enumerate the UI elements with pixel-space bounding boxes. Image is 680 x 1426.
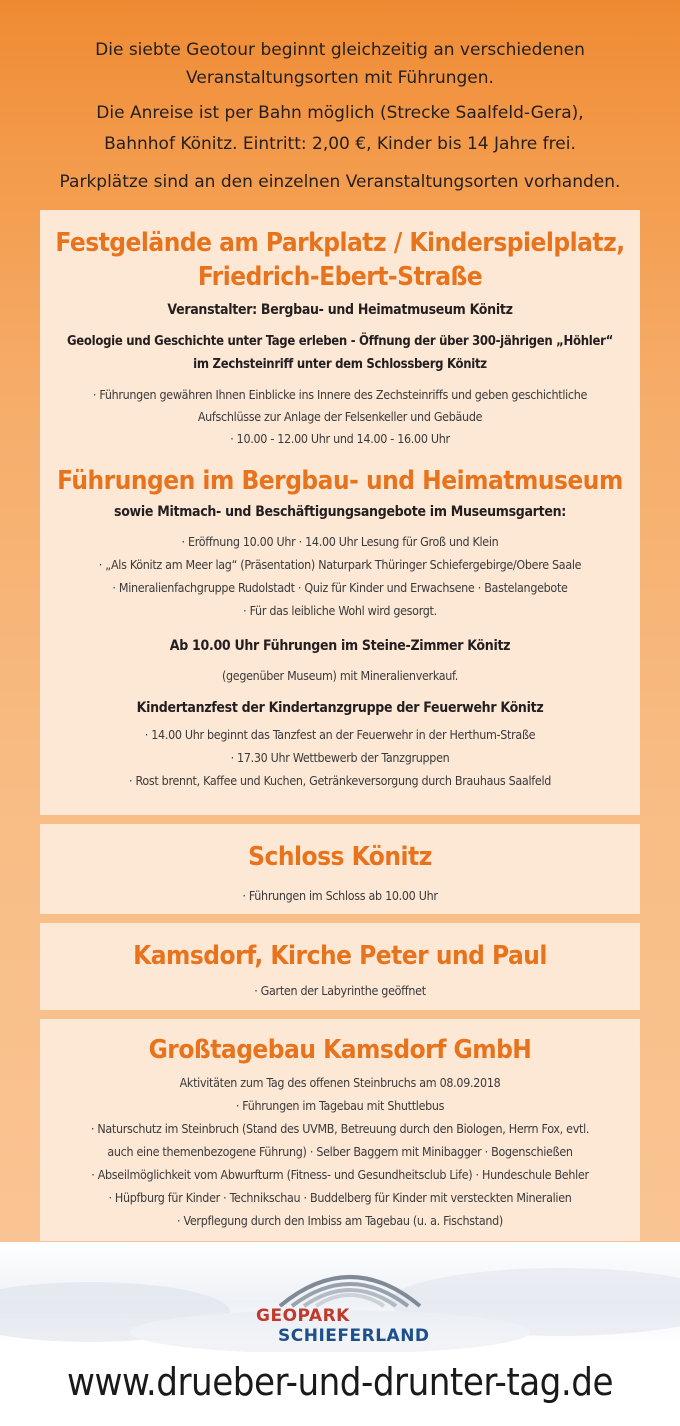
organizer: Veranstalter: Bergbau- und Heimatmuseum Könitz [167,302,513,318]
section-title: Großtagebau Kamsdorf GmbH [148,1035,532,1065]
intro-text [0,36,680,196]
section-title: Festgelände am Parkplatz / Kinderspielplatz, [55,228,625,258]
list-item: · Mineralienfachgruppe Rudolstadt · Quiz für Kinder und Erwachsene · Bastelangebote [112,580,568,595]
event-panel-tagebau [40,1019,640,1241]
list-item: · Abseilmöglichkeit vom Abwurfturm (Fitness- und Gesundheitsclub Life) · Hundeschule Behler [91,1167,589,1182]
list-item: · Verpflegung durch den Imbiss am Tagebau (u. a. Fischstand) [177,1213,503,1228]
intro-line: Die Anreise ist per Bahn möglich (Strecke Saalfeld-Gera), [96,103,584,123]
section-title: Kamsdorf, Kirche Peter und Paul [133,941,547,971]
list-item: · Rost brennt, Kaffee und Kuchen, Getränkeversorgung durch Brauhaus Saalfeld [128,773,552,788]
section-subtitle: Aktivitäten zum Tag des offenen Steinbruchs am 08.09.2018 [179,1075,501,1090]
list-item: · 17.30 Uhr Wettbewerb der Tanzgruppen [230,750,450,765]
section-title: Schloss Könitz [248,842,432,872]
website-link[interactable]: www.drueber-und-drunter-tag.de [67,1360,613,1404]
section-title: Führungen im Bergbau- und Heimatmuseum [57,466,623,496]
topic-line: im Zechsteinriff unter dem Schlossberg Könitz [193,357,487,372]
event-panel-kirche [40,923,640,1010]
section-title: Friedrich-Ebert-Straße [197,262,483,292]
list-item: · Eröffnung 10.00 Uhr · 14.00 Uhr Lesung für Groß und Klein [181,534,499,549]
list-item: · Hüpfburg für Kinder · Technikschau · Buddelberg für Kinder mit versteckten Mineralien [108,1190,572,1205]
geopark-logo [240,1262,450,1346]
logo-text-schieferland: SCHIEFERLAND [278,1326,430,1346]
steine-text: (gegenüber Museum) mit Mineralienverkauf. [221,668,459,683]
event-panel-schloss [40,824,640,914]
description-line: Aufschlüsse zur Anlage der Felsenkeller und Gebäude [197,409,483,424]
description-line: · Führungen gewähren Ihnen Einblicke ins Innere des Zechsteinriffs und geben geschichtliche [92,387,588,402]
list-item: auch eine themenbezogene Führung) · Selber Baggern mit Minibagger · Bogenschießen [107,1144,573,1159]
list-item: · „Als Könitz am Meer lag“ (Präsentation) Naturpark Thüringer Schiefergebirge/Obere Saale [98,557,582,572]
list-item: · Garten der Labyrinthe geöffnet [254,983,426,998]
logo-text-geopark: GEOPARK [256,1306,350,1326]
topic-line: Geologie und Geschichte unter Tage erleben - Öffnung der über 300-jährigen „Höhler“ [66,334,614,349]
tanz-heading: Kindertanzfest der Kindertanzgruppe der Feuerwehr Könitz [136,700,544,716]
description-line: · 10.00 - 12.00 Uhr und 14.00 - 16.00 Uhr [230,431,450,446]
intro-line: Veranstaltungsorten mit Führungen. [186,68,494,88]
intro-line: Bahnhof Könitz. Eintritt: 2,00 €, Kinder bis 14 Jahre frei. [104,134,576,154]
list-item: · Für das leibliche Wohl wird gesorgt. [243,603,437,618]
list-item: · Führungen im Schloss ab 10.00 Uhr [242,888,438,903]
list-item: · 14.00 Uhr beginnt das Tanzfest an der Feuerwehr in der Herthum-Straße [144,727,536,742]
section-subtitle: sowie Mitmach- und Beschäftigungsangebote im Museumsgarten: [114,504,566,520]
intro-line: Die siebte Geotour beginnt gleichzeitig an verschiedenen [95,40,585,60]
list-item: · Führungen im Tagebau mit Shuttlebus [235,1098,445,1113]
steine-heading: Ab 10.00 Uhr Führungen im Steine-Zimmer Könitz [169,638,511,654]
intro-line: Parkplätze sind an den einzelnen Veranstaltungsorten vorhanden. [59,172,621,192]
event-panel-festgelaende [40,210,640,815]
list-item: · Naturschutz im Steinbruch (Stand des UVMB, Betreuung durch den Biologen, Herrn Fox, evtl. [90,1121,590,1136]
